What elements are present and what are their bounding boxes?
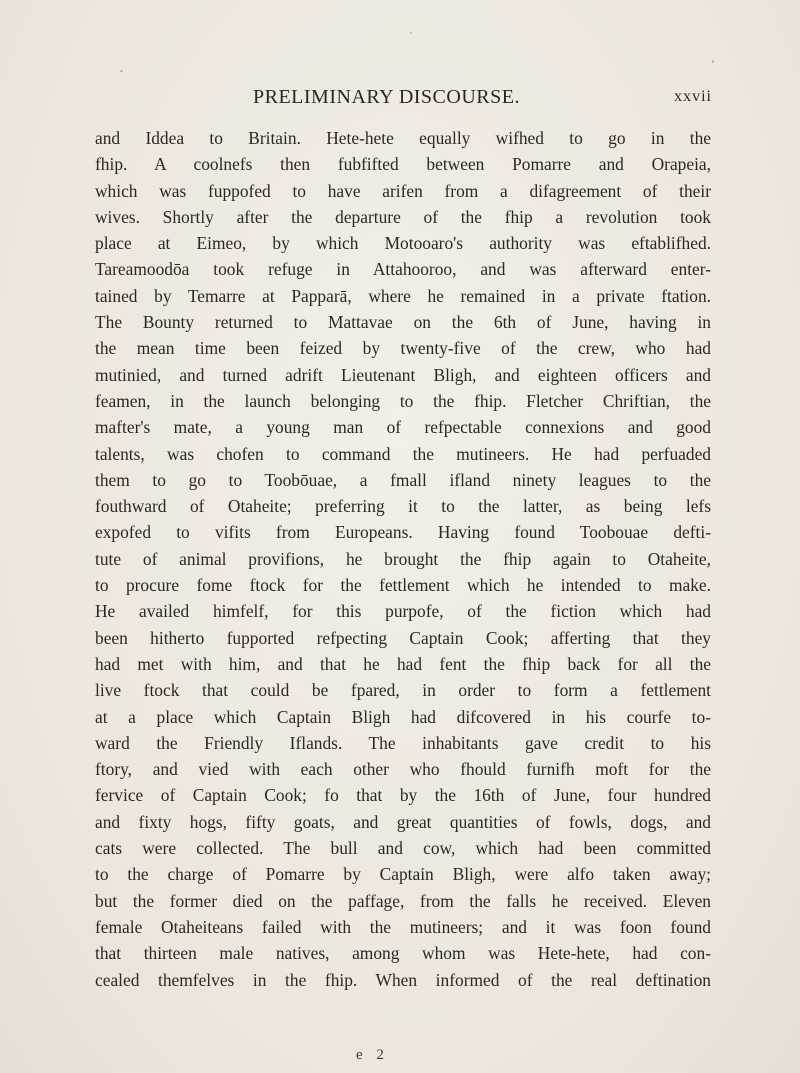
text-line: tained by Temarre at Papparā, where he remained in a private ftation. — [95, 285, 711, 306]
text-line: wives. Shortly after the departure of the fhip a revolution took — [95, 206, 711, 227]
text-line: but the former died on the paffage, from the falls he received. Eleven — [95, 890, 711, 911]
body-text — [95, 125, 711, 993]
paper-speck — [712, 60, 714, 63]
text-line: ftory, and vied with each other who fhould furnifh moft for the — [95, 759, 711, 780]
text-line: Tareamoodōa took refuge in Attahooroo, and was afterward enter- — [95, 259, 711, 280]
text-line: He availed himfelf, for this purpofe, of the fiction which had — [95, 601, 711, 622]
text-line: mutinied, and turned adrift Lieutenant Bligh, and eighteen officers and — [95, 364, 711, 385]
text-line: the mean time been feized by twenty-five of the crew, who had — [95, 338, 711, 359]
text-line: and Iddea to Britain. Hete-hete equally wifhed to go in the — [95, 128, 711, 148]
text-line: place at Eimeo, by which Motooaro's authority was eftablifhed. — [95, 233, 711, 254]
text-line: ward the Friendly Iflands. The inhabitants gave credit to his — [95, 732, 711, 753]
text-line: The Bounty returned to Mattavae on the 6th of June, having in — [95, 312, 711, 333]
text-line: at a place which Captain Bligh had difcovered in his courfe to- — [95, 706, 711, 727]
text-line: cealed themfelves in the fhip. When informed of the real deftination — [95, 969, 711, 990]
text-line: female Otaheiteans failed with the mutineers; and it was foon found — [95, 916, 711, 937]
text-line: fouthward of Otaheite; preferring it to the latter, as being lefs — [95, 496, 711, 517]
running-title: PRELIMINARY DISCOURSE. — [253, 86, 520, 108]
text-line: cats were collected. The bull and cow, which had been committed — [95, 838, 711, 859]
text-line: live ftock that could be fpared, in order to form a fettlement — [95, 680, 711, 701]
text-line: to the charge of Pomarre by Captain Bligh, were alfo taken away; — [95, 864, 711, 885]
page-header — [253, 86, 712, 116]
text-line: expofed to vifits from Europeans. Having found Toobouae defti- — [95, 522, 711, 543]
text-line: to procure fome ftock for the fettlement which he intended to make. — [95, 575, 711, 596]
paper-speck — [120, 70, 123, 72]
page-number: xxvii — [674, 88, 712, 105]
text-line: fervice of Captain Cook; fo that by the 16th of June, four hundred — [95, 785, 711, 806]
text-line: been hitherto fupported refpecting Captain Cook; afferting that they — [95, 627, 711, 648]
text-line: feamen, in the launch belonging to the fhip. Fletcher Chriftian, the — [95, 390, 711, 411]
text-line: mafter's mate, a young man of refpectable connexions and good — [95, 417, 711, 438]
text-line: them to go to Toobōuae, a fmall ifland ninety leagues to the — [95, 469, 711, 490]
text-line: talents, was chofen to command the mutineers. He had perfuaded — [95, 443, 711, 464]
paper-speck — [410, 32, 412, 34]
signature-mark: e 2 — [356, 1047, 389, 1063]
text-line: that thirteen male natives, among whom was Hete-hete, had con- — [95, 943, 711, 964]
text-line: which was fuppofed to have arifen from a difagreement of their — [95, 180, 711, 201]
text-line: and fixty hogs, fifty goats, and great quantities of fowls, dogs, and — [95, 811, 711, 832]
text-line: had met with him, and that he had fent the fhip back for all the — [95, 653, 711, 674]
text-line: tute of animal provifions, he brought the fhip again to Otaheite, — [95, 548, 711, 569]
text-line: fhip. A coolnefs then fubfifted between Pomarre and Orapeia, — [95, 154, 711, 175]
